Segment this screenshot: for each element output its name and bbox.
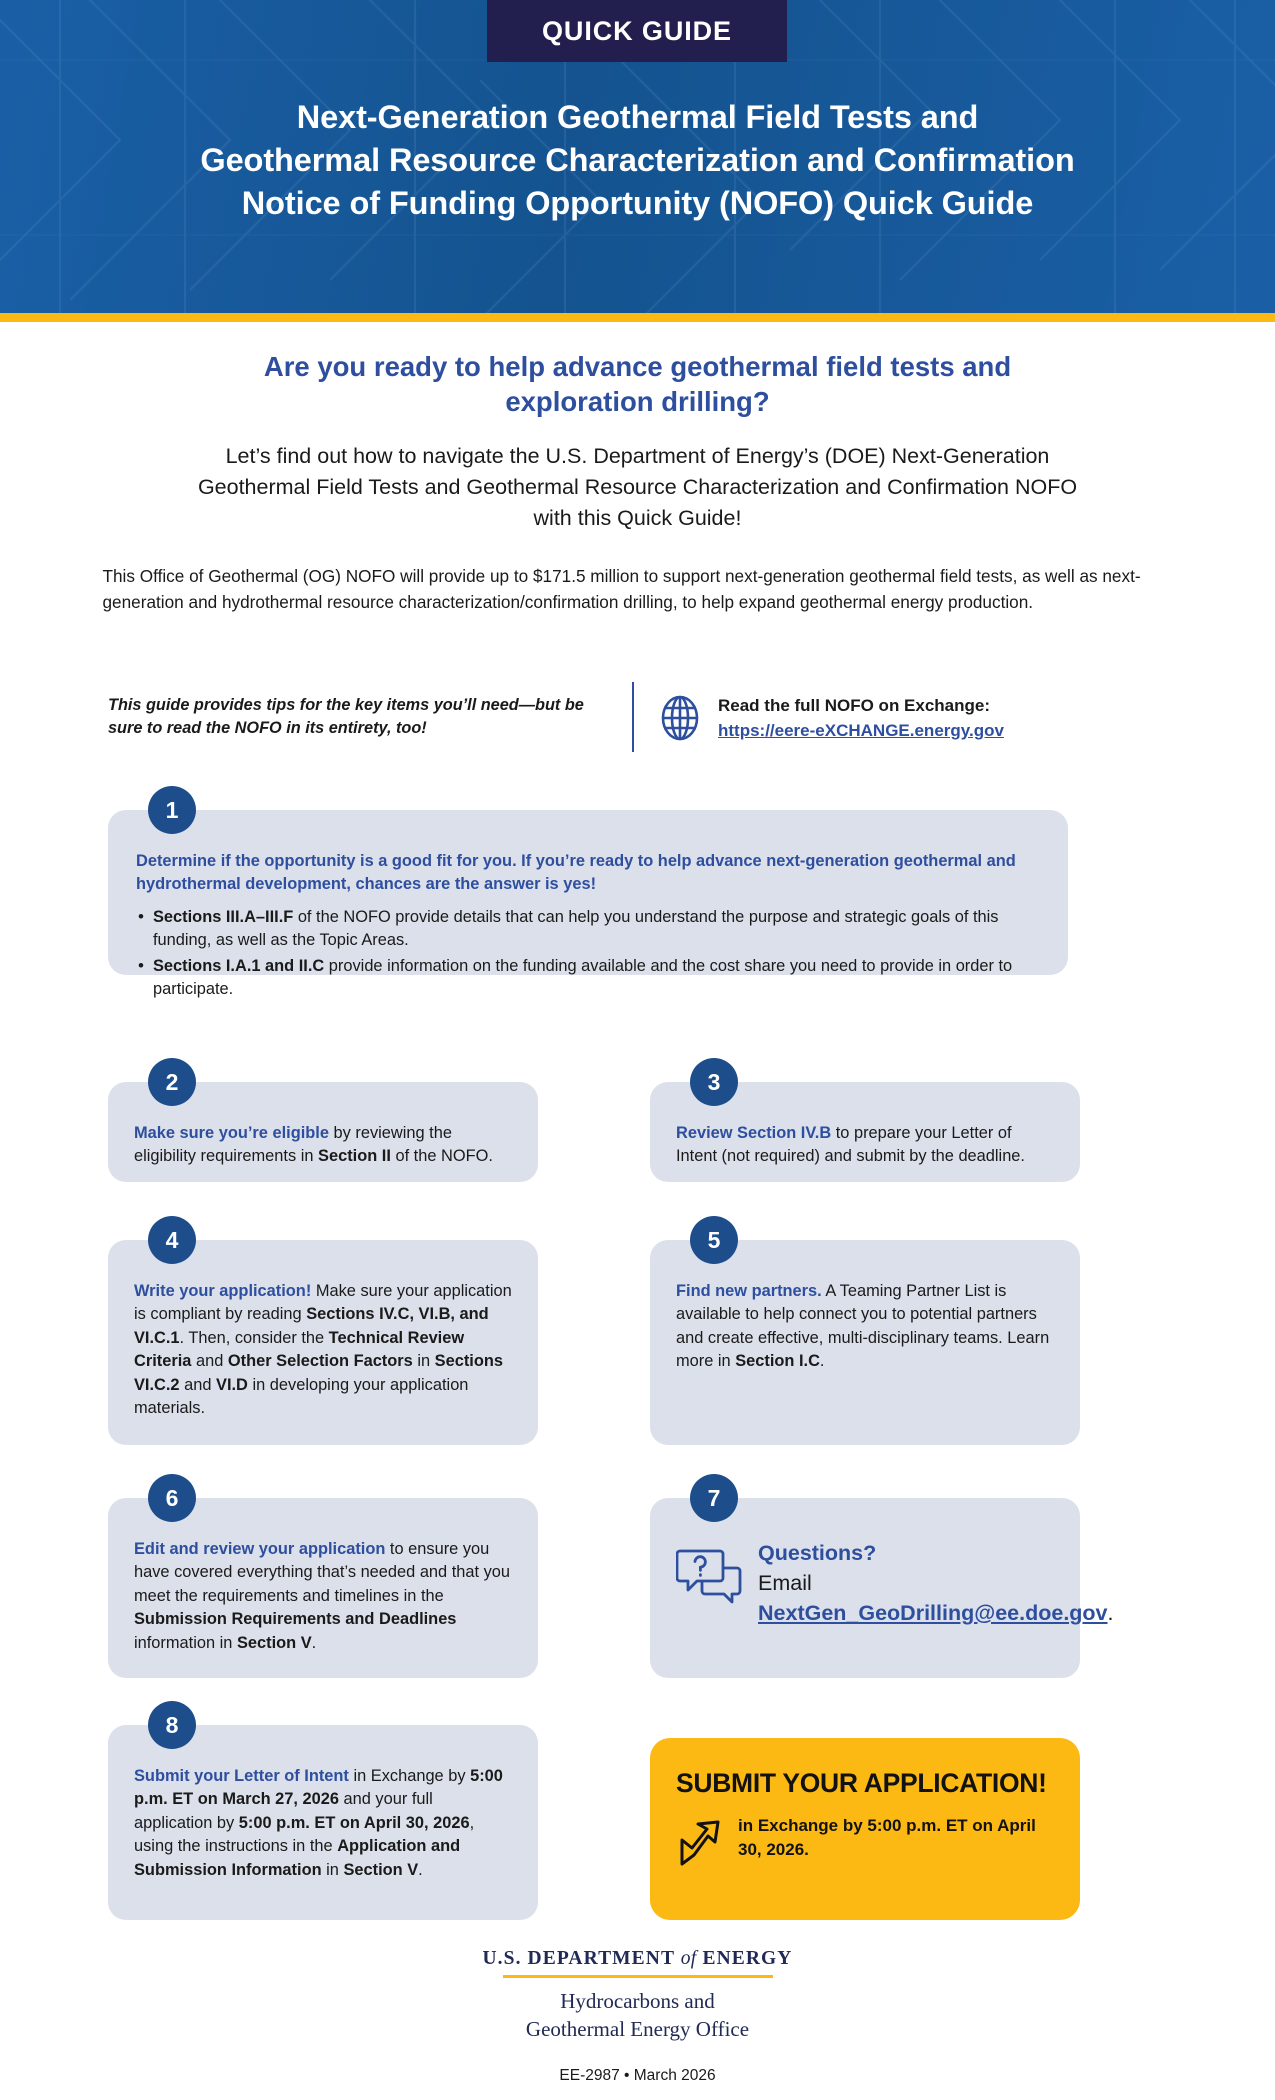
step-number-badge-7: 7	[690, 1474, 738, 1522]
step-number-badge-5: 5	[690, 1216, 738, 1264]
step-1-bullet-1	[136, 955, 1040, 1002]
office-name-line-2: Geothermal Energy Office	[525, 2016, 750, 2041]
page-title-line-2: Geothermal Resource Characterization and Confirmation	[200, 142, 1075, 178]
step-5-body: Find new partners. A Teaming Partner List is available to help connect you to potential partners and create effective, multi-disciplinary teams. Learn more in Section I.C.	[676, 1282, 1050, 1371]
step-number-badge-8: 8	[148, 1701, 196, 1749]
step-card-4	[108, 1240, 538, 1445]
doe-wordmark-of: of	[680, 1948, 697, 1969]
contact-email-link[interactable]: NextGen_GeoDrilling@ee.doe.gov	[758, 1601, 1108, 1625]
step-card-6	[108, 1498, 538, 1678]
intro-lead-text: Let’s find out how to navigate the U.S. Department of Energy’s (DOE) Next-Generation Geothermal Field Tests and Geothermal Resource Characterization and Confirmation NOFO with this Quick Guide!	[197, 444, 1078, 530]
tip-note: This guide provides tips for the key items you’ll need—but be sure to read the NOFO in its entirety, too!	[108, 696, 584, 737]
exchange-link[interactable]: https://eere-eXCHANGE.energy.gov	[718, 720, 1004, 740]
step-1-bullet-list	[136, 906, 1040, 1002]
step-1-bullet-1-bold: Sections I.A.1 and II.C	[153, 956, 325, 975]
page-title-line-3: Notice of Funding Opportunity (NOFO) Quick Guide	[241, 185, 1034, 221]
email-suffix: .	[1107, 1601, 1114, 1625]
step-1-bullet-1-rest: provide information on the funding available and the cost share you need to provide in order to participate.	[153, 956, 1013, 999]
questions-heading: Questions?	[758, 1541, 877, 1565]
step-3-body: Review Section IV.B to prepare your Letter of Intent (not required) and submit by the deadline.	[676, 1124, 1025, 1166]
doe-wordmark-suffix: ENERGY	[696, 1948, 793, 1969]
cta-title: SUBMIT YOUR APPLICATION!	[676, 1768, 1047, 1798]
document-code: EE-2987 • March 2026	[559, 2066, 716, 2084]
page-title-line-1: Next-Generation Geothermal Field Tests and	[296, 99, 979, 135]
step-2-body: Make sure you’re eligible by reviewing the eligibility requirements in Section II of the NOFO.	[134, 1124, 493, 1166]
step-number-badge-3: 3	[690, 1058, 738, 1106]
step-number-badge-2: 2	[148, 1058, 196, 1106]
page-footer	[0, 1948, 1275, 2085]
email-prefix: Email	[758, 1571, 812, 1595]
intro-paragraph: This Office of Geothermal (OG) NOFO will provide up to $171.5 million to support next-generation geothermal field tests, as well as next-generation and hydrothermal resource characterization/confirmation drilling, to help expand geothermal energy production.	[102, 566, 1141, 612]
step-4-body: Write your application! Make sure your application is compliant by reading Sections IV.C, VI.B, and VI.C.1. Then, consider the Technical Review Criteria and Other Selection Factors in Sections VI.C.2 and VI.D in developing your application materials.	[134, 1282, 512, 1418]
step-number-badge-1: 1	[148, 786, 196, 834]
intro-question-heading: Are you ready to help advance geothermal field tests and exploration drilling?	[263, 351, 1012, 417]
doe-wordmark-rule	[503, 1975, 773, 1978]
speech-bubbles-question-icon	[676, 1546, 742, 1608]
office-name	[0, 1987, 1275, 2043]
step-card-7	[650, 1498, 1114, 1678]
step-8-body: Submit your Letter of Intent in Exchange by 5:00 p.m. ET on March 27, 2026 and your full application by 5:00 p.m. ET on April 30, 2026, using the instructions in the Application and Submission Information in Section V.	[134, 1767, 503, 1879]
step-card-5	[650, 1240, 1080, 1445]
step-1-bullet-0-rest: of the NOFO provide details that can help you understand the purpose and strategic goals of this funding, as well as the Topic Areas.	[153, 907, 999, 950]
step-card-1	[108, 810, 1068, 999]
step-6-body: Edit and review your application to ensure you have covered everything that’s needed and that you meet the requirements and timelines in the Submission Requirements and Deadlines information in Section V.	[134, 1540, 511, 1652]
arrow-up-right-icon	[676, 1818, 722, 1870]
quick-guide-badge-label: QUICK GUIDE	[542, 15, 732, 46]
step-1-bullet-0	[136, 906, 1040, 953]
doe-wordmark	[0, 1948, 1275, 1970]
submit-application-callout[interactable]	[650, 1738, 1080, 1920]
step-1-heading: Determine if the opportunity is a good fit for you. If you’re ready to help advance next-generation geothermal and hydrothermal development, chances are the answer is yes!	[136, 852, 1016, 894]
step-card-8	[108, 1725, 538, 1920]
office-name-line-1: Hydrocarbons and	[560, 1988, 715, 2013]
cta-subtitle: in Exchange by 5:00 p.m. ET on April 30, 2026.	[738, 1816, 1036, 1859]
exchange-label: Read the full NOFO on Exchange:	[718, 696, 991, 715]
step-1-bullet-0-bold: Sections III.A–III.F	[153, 907, 294, 926]
step-number-badge-6: 6	[148, 1474, 196, 1522]
doe-wordmark-prefix: U.S. DEPARTMENT	[482, 1948, 681, 1969]
step-number-badge-4: 4	[148, 1216, 196, 1264]
